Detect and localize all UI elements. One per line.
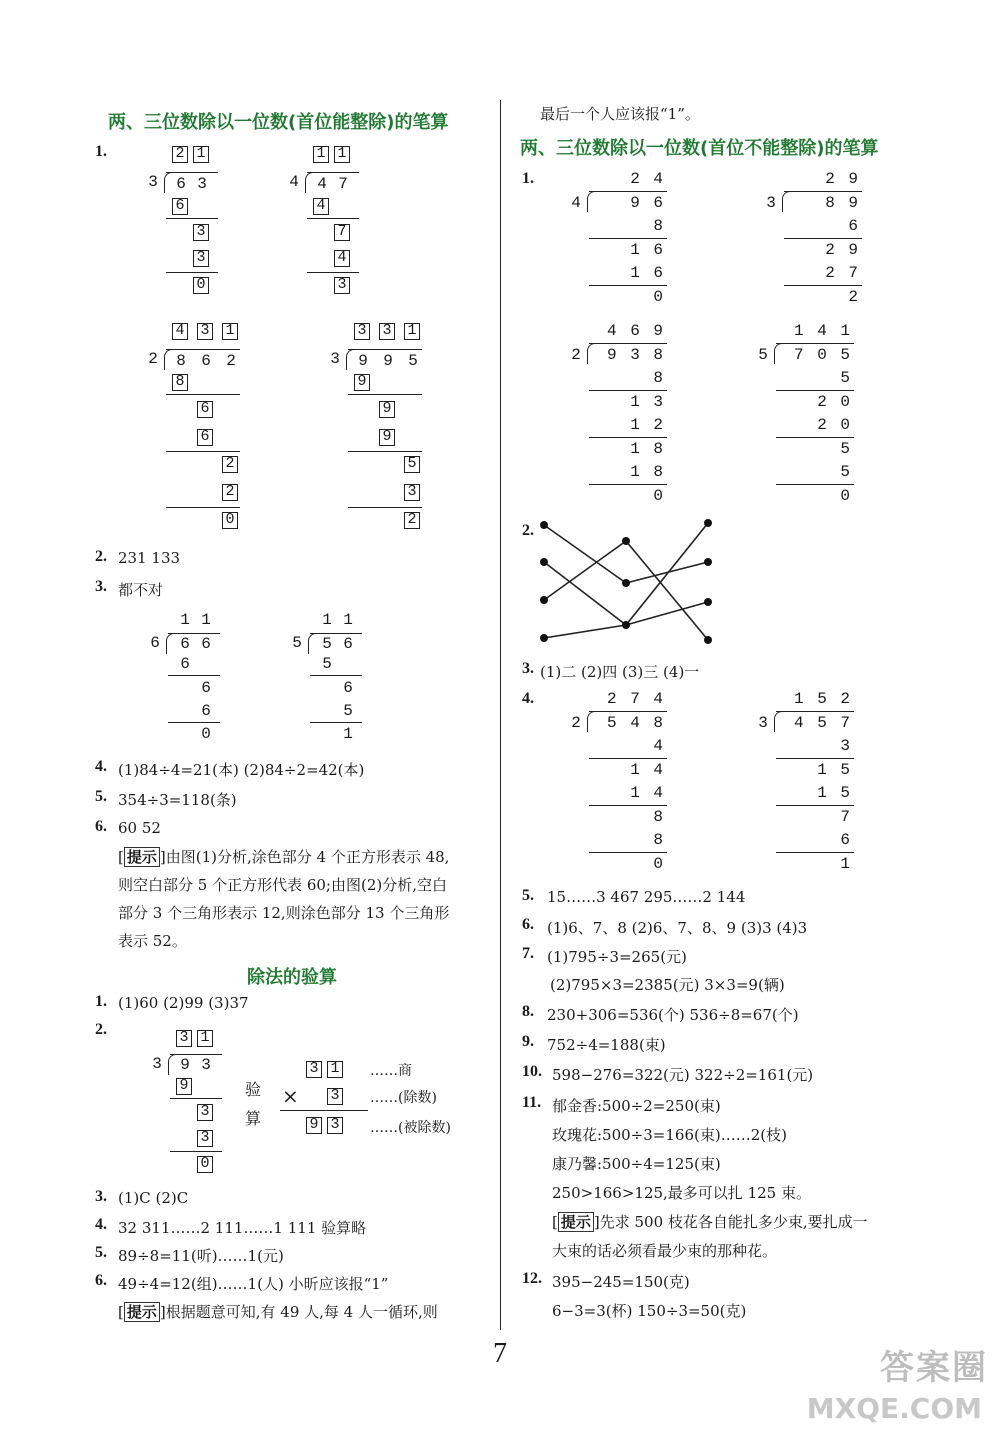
step-value: 6 xyxy=(840,831,852,849)
step-box: 2 xyxy=(222,456,238,473)
multiplicand-box: 3 xyxy=(306,1061,322,1078)
divisor: 4 xyxy=(571,194,581,212)
note-divisor: ……(除数) xyxy=(370,1090,437,1106)
divisor: 2 xyxy=(571,714,581,732)
question-number: 12. xyxy=(522,1270,542,1287)
divisor: 4 xyxy=(289,173,299,191)
step-box: 9 xyxy=(379,401,395,418)
question-number: 3. xyxy=(522,660,534,677)
step-box: 6 xyxy=(197,401,213,418)
verify-label: 算 xyxy=(245,1109,262,1128)
answer-text: (1)6、7、8 (2)6、7、8、9 (3)3 (4)3 xyxy=(547,919,808,937)
hint-text: 大束的话必须看最少束的那种花。 xyxy=(552,1242,778,1260)
dividend: 9 6 xyxy=(630,194,665,212)
division-bar xyxy=(166,349,240,350)
step-digit: 6 xyxy=(180,655,190,673)
step-value: 1 4 xyxy=(630,760,665,779)
step-box: 3 xyxy=(197,1130,213,1147)
division-bar xyxy=(589,343,667,344)
continued-text: 最后一个人应该报“1”。 xyxy=(540,105,700,123)
step-value: 1 5 xyxy=(817,784,852,802)
step-line xyxy=(348,507,422,508)
question-number: 5. xyxy=(95,1244,107,1261)
remainder-box: 3 xyxy=(334,277,350,294)
answer-text: (2)795×3=2385(元) 3×3=9(辆) xyxy=(550,976,785,994)
step-value: 1 6 xyxy=(630,240,665,259)
quotient-box: 3 xyxy=(197,323,213,340)
hint-label: 提示 xyxy=(558,1212,594,1232)
answer-text: 都不对 xyxy=(118,581,164,599)
question-number: 6. xyxy=(95,818,107,835)
match-dot xyxy=(704,519,712,527)
hint-line: [ 提示 ]先求 500 枝花各自能扎多少束,要扎成一 xyxy=(552,1213,868,1231)
quotient-digit: 1 xyxy=(201,611,211,629)
step-line xyxy=(310,722,362,723)
match-dot xyxy=(540,634,548,642)
quotient-box: 3 xyxy=(354,323,370,340)
answer-text: 395−245=150(克) xyxy=(552,1273,690,1291)
step-box: 3 xyxy=(193,224,209,241)
dividend: 5 4 8 xyxy=(606,714,665,732)
hint-text: 则空白部分 5 个正方形代表 60;由图(2)分析,空白 xyxy=(118,876,448,894)
step-line xyxy=(776,484,854,485)
hint-text: 先求 500 枝花各自能扎多少束,要扎成一 xyxy=(599,1213,868,1231)
quotient: 2 9 xyxy=(825,170,860,188)
section-title-verification: 除法的验算 xyxy=(247,967,337,988)
step-value: 1 4 xyxy=(630,784,665,802)
step-line xyxy=(589,852,667,853)
note-quotient: ……商 xyxy=(370,1063,412,1079)
answer-text: 6−3=3(杯) 150÷3=50(克) xyxy=(552,1302,747,1320)
step-box: 9 xyxy=(354,374,370,391)
remainder-box: 0 xyxy=(222,512,238,529)
divisor: 3 xyxy=(330,350,340,368)
quotient-box: 1 xyxy=(313,146,329,163)
divisor: 3 xyxy=(766,194,776,212)
step-box: 3 xyxy=(404,484,420,501)
dividend-digit: 8 xyxy=(176,352,186,370)
hint-label: 提示 xyxy=(124,847,160,867)
step-box: 8 xyxy=(172,374,188,391)
step-line xyxy=(170,1151,222,1152)
step-value: 1 2 xyxy=(630,416,665,434)
remainder: 0 xyxy=(653,854,665,873)
question-number: 11. xyxy=(522,1094,542,1111)
step-value: 1 8 xyxy=(630,439,665,458)
answer-text: 354÷3=118(条) xyxy=(118,791,237,809)
divisor: 5 xyxy=(758,346,768,364)
question-number: 1. xyxy=(522,170,534,187)
hint-text: 部分 3 个三角形表示 12,则涂色部分 13 个三角形 xyxy=(118,904,450,922)
step-line xyxy=(166,218,218,219)
step-value: 7 xyxy=(840,807,852,826)
step-line xyxy=(776,758,854,759)
question-number: 7. xyxy=(522,945,534,962)
step-digit: 5 xyxy=(343,702,353,720)
division-bar xyxy=(776,343,854,344)
divisor: 3 xyxy=(758,714,768,732)
quotient-box: 1 xyxy=(404,323,420,340)
division-bracket xyxy=(308,633,317,654)
dividend-digit: 5 xyxy=(322,635,332,653)
product-box: 3 xyxy=(327,1117,343,1134)
match-dot xyxy=(704,598,712,606)
section-title-divisible: 两、三位数除以一位数(首位能整除)的笔算 xyxy=(108,112,449,133)
step-line xyxy=(170,1098,222,1099)
hint-line: [ 提示 ]由图(1)分析,涂色部分 4 个正方形表示 48, xyxy=(118,848,450,866)
step-box: 6 xyxy=(172,198,188,215)
divisor: 6 xyxy=(150,634,160,652)
dividend-digit: 2 xyxy=(226,352,236,370)
quotient: 2 7 4 xyxy=(606,690,665,708)
question-number: 5. xyxy=(95,788,107,805)
division-bar xyxy=(310,633,362,634)
step-line xyxy=(166,394,240,395)
match-dot xyxy=(622,537,630,545)
quotient: 1 5 2 xyxy=(793,690,852,708)
step-line xyxy=(168,722,220,723)
question-number: 6. xyxy=(522,916,534,933)
dividend-digit: 9 xyxy=(358,352,368,370)
note-dividend: ……(被除数) xyxy=(370,1120,451,1136)
match-dot xyxy=(540,596,548,604)
match-dot xyxy=(622,621,630,629)
answer-text: 752÷4=188(束) xyxy=(547,1036,666,1054)
remainder-box: 0 xyxy=(197,1156,213,1173)
dividend-digit: 4 xyxy=(317,175,327,193)
step-box: 6 xyxy=(197,429,213,446)
step-line xyxy=(589,805,667,806)
quotient-digit: 1 xyxy=(343,611,353,629)
dividend-digit: 6 xyxy=(201,635,211,653)
answer-text: 玫瑰花:500÷3=166(束)……2(枝) xyxy=(552,1126,787,1144)
step-value: 5 xyxy=(840,369,852,387)
dividend: 4 5 7 xyxy=(793,714,852,732)
hint-text: 根据题意可知,有 49 人,每 4 人一循环,则 xyxy=(165,1303,438,1321)
dividend-digit: 3 xyxy=(197,175,207,193)
question-number: 3. xyxy=(95,578,107,595)
question-number: 1. xyxy=(95,143,107,160)
step-value: 8 xyxy=(653,807,665,826)
step-value: 5 xyxy=(840,463,852,481)
division-bar xyxy=(166,172,218,173)
division-bar xyxy=(776,711,854,712)
remainder: 1 xyxy=(840,854,852,873)
step-line xyxy=(589,285,667,286)
match-dot xyxy=(704,636,712,644)
step-value: 8 xyxy=(653,369,665,387)
step-digit: 6 xyxy=(201,702,211,720)
verify-label: 验 xyxy=(245,1080,262,1099)
dividend-digit: 6 xyxy=(201,352,211,370)
step-value: 1 5 xyxy=(817,760,852,779)
question-number: 4. xyxy=(522,690,534,707)
dividend-digit: 9 xyxy=(383,352,393,370)
answer-text: 89÷8=11(听)……1(元) xyxy=(118,1247,284,1265)
answer-text: 15……3 467 295……2 144 xyxy=(547,888,746,906)
answer-text: 598−276=322(元) 322÷2=161(元) xyxy=(552,1066,814,1084)
step-line xyxy=(348,451,422,452)
step-value: 2 9 xyxy=(825,240,860,259)
answer-text: 231 133 xyxy=(118,549,181,567)
answer-text: 康乃馨:500÷4=125(束) xyxy=(552,1155,721,1173)
quotient-digit: 1 xyxy=(322,611,332,629)
step-box: 3 xyxy=(197,1104,213,1121)
quotient-digit: 1 xyxy=(180,611,190,629)
remainder-box: 0 xyxy=(193,277,209,294)
dividend-digit: 7 xyxy=(338,175,348,193)
dividend: 7 0 5 xyxy=(793,346,852,364)
answer-text: (1)二 (2)四 (3)三 (4)一 xyxy=(540,663,700,681)
product-box: 9 xyxy=(306,1117,322,1134)
step-line xyxy=(776,852,854,853)
watermark-site: MXQE.COM xyxy=(806,1392,982,1425)
answer-text: 250>166>125,最多可以扎 125 束。 xyxy=(552,1184,811,1202)
question-number: 2. xyxy=(95,548,107,565)
step-line xyxy=(784,285,862,286)
quotient: 2 4 xyxy=(630,170,665,188)
watermark-logo: 答案圈 xyxy=(880,1348,988,1388)
division-bar xyxy=(784,191,862,192)
step-line xyxy=(307,272,359,273)
step-value: 1 8 xyxy=(630,463,665,481)
dividend: 9 3 8 xyxy=(606,346,665,364)
step-box: 4 xyxy=(313,198,329,215)
step-value: 2 0 xyxy=(817,392,852,411)
section-title-not-divisible: 两、三位数除以一位数(首位不能整除)的笔算 xyxy=(520,138,879,159)
step-line xyxy=(589,484,667,485)
quotient-box: 3 xyxy=(176,1030,192,1047)
step-box: 4 xyxy=(334,250,350,267)
question-number: 1. xyxy=(95,993,107,1010)
hint-text: 由图(1)分析,涂色部分 4 个正方形表示 48, xyxy=(165,848,450,866)
step-line xyxy=(166,272,218,273)
step-box: 9 xyxy=(379,429,395,446)
question-number: 4. xyxy=(95,1216,107,1233)
dividend: 8 9 xyxy=(825,194,860,212)
step-value: 8 xyxy=(653,831,665,849)
remainder: 2 xyxy=(848,287,860,306)
step-line xyxy=(348,394,422,395)
step-line xyxy=(589,238,667,239)
question-number: 9. xyxy=(522,1033,534,1050)
dividend-digit: 9 xyxy=(180,1056,190,1074)
question-number: 4. xyxy=(95,758,107,775)
step-digit: 5 xyxy=(322,655,332,673)
step-line xyxy=(307,218,359,219)
answer-text: 32 311……2 111……1 111 验算略 xyxy=(118,1219,367,1237)
divisor: 3 xyxy=(152,1055,162,1073)
question-number: 10. xyxy=(522,1063,542,1080)
remainder-digit: 0 xyxy=(201,725,211,743)
question-number: 3. xyxy=(95,1188,107,1205)
step-value: 2 0 xyxy=(817,416,852,434)
answer-text: 60 52 xyxy=(118,819,161,837)
step-line xyxy=(784,238,862,239)
hint-text: 表示 52。 xyxy=(118,932,187,950)
quotient-box: 3 xyxy=(379,323,395,340)
remainder: 0 xyxy=(840,486,852,505)
division-bar xyxy=(170,1054,222,1055)
step-line xyxy=(589,390,667,391)
match-dot xyxy=(540,558,548,566)
divisor: 3 xyxy=(148,173,158,191)
step-line xyxy=(168,675,220,676)
matching-lines xyxy=(500,510,1000,670)
step-line xyxy=(776,437,854,438)
step-box: 3 xyxy=(193,250,209,267)
dividend-digit: 6 xyxy=(180,635,190,653)
division-bar xyxy=(589,711,667,712)
division-bar xyxy=(168,633,220,634)
step-value: 1 3 xyxy=(630,392,665,411)
quotient-box: 4 xyxy=(172,323,188,340)
answer-text: 郁金香:500÷2=250(束) xyxy=(552,1097,721,1115)
step-box: 7 xyxy=(334,224,350,241)
step-line xyxy=(776,390,854,391)
quotient: 1 4 1 xyxy=(793,322,852,340)
quotient-box: 1 xyxy=(334,146,350,163)
step-value: 8 xyxy=(653,217,665,235)
multiplicand-box: 1 xyxy=(327,1061,343,1078)
step-line xyxy=(589,758,667,759)
quotient-box: 1 xyxy=(193,146,209,163)
step-value: 2 7 xyxy=(825,264,860,282)
step-value: 1 6 xyxy=(630,264,665,282)
step-box: 2 xyxy=(222,484,238,501)
step-value: 5 xyxy=(840,439,852,458)
answer-text: (1)C (2)C xyxy=(118,1189,189,1207)
multiplier-box: 3 xyxy=(327,1088,343,1105)
step-box: 9 xyxy=(176,1078,192,1095)
step-line xyxy=(166,451,240,452)
question-number: 2. xyxy=(95,1021,107,1038)
dividend-digit: 6 xyxy=(343,635,353,653)
right-column xyxy=(500,0,1000,1436)
page-number: 7 xyxy=(493,1338,507,1369)
step-line xyxy=(589,437,667,438)
dividend-digit: 6 xyxy=(176,175,186,193)
quotient-box: 1 xyxy=(222,323,238,340)
hint-label: 提示 xyxy=(124,1302,160,1322)
divisor: 2 xyxy=(571,346,581,364)
step-value: 3 xyxy=(840,737,852,755)
times-sign: × xyxy=(282,1084,299,1108)
answer-text: 230+306=536(个) 536÷8=67(个) xyxy=(547,1006,799,1024)
step-value: 4 xyxy=(653,737,665,755)
step-line xyxy=(310,675,362,676)
remainder: 0 xyxy=(653,287,665,306)
division-bar xyxy=(307,172,359,173)
question-number: 2. xyxy=(522,522,534,539)
step-line xyxy=(776,805,854,806)
match-dot xyxy=(704,558,712,566)
question-number: 8. xyxy=(522,1003,534,1020)
hint-line: [ 提示 ]根据题意可知,有 49 人,每 4 人一循环,则 xyxy=(118,1303,438,1321)
remainder-box: 2 xyxy=(404,512,420,529)
dividend-digit: 5 xyxy=(408,352,418,370)
quotient: 4 6 9 xyxy=(606,322,665,340)
match-dot xyxy=(540,521,548,529)
match-dot xyxy=(622,579,630,587)
divisor: 2 xyxy=(148,350,158,368)
quotient-box: 2 xyxy=(172,146,188,163)
division-bar xyxy=(348,349,422,350)
division-bar xyxy=(589,191,667,192)
product-line xyxy=(280,1110,368,1111)
step-digit: 6 xyxy=(343,679,353,697)
question-number: 6. xyxy=(95,1272,107,1289)
divisor: 5 xyxy=(292,634,302,652)
answer-text: (1)60 (2)99 (3)37 xyxy=(118,994,249,1012)
division-bracket xyxy=(166,633,175,654)
step-box: 5 xyxy=(404,456,420,473)
remainder-digit: 1 xyxy=(343,725,353,743)
step-line xyxy=(166,507,240,508)
step-digit: 6 xyxy=(201,679,211,697)
question-number: 5. xyxy=(522,887,534,904)
remainder: 0 xyxy=(653,486,665,505)
dividend-digit: 3 xyxy=(201,1056,211,1074)
answer-text: 49÷4=12(组)……1(人) 小昕应该报“1” xyxy=(118,1275,389,1293)
answer-text: (1)795÷3=265(元) xyxy=(547,948,687,966)
step-value: 6 xyxy=(848,217,860,235)
quotient-box: 1 xyxy=(197,1030,213,1047)
answer-text: (1)84÷4=21(本) (2)84÷2=42(本) xyxy=(118,761,365,779)
